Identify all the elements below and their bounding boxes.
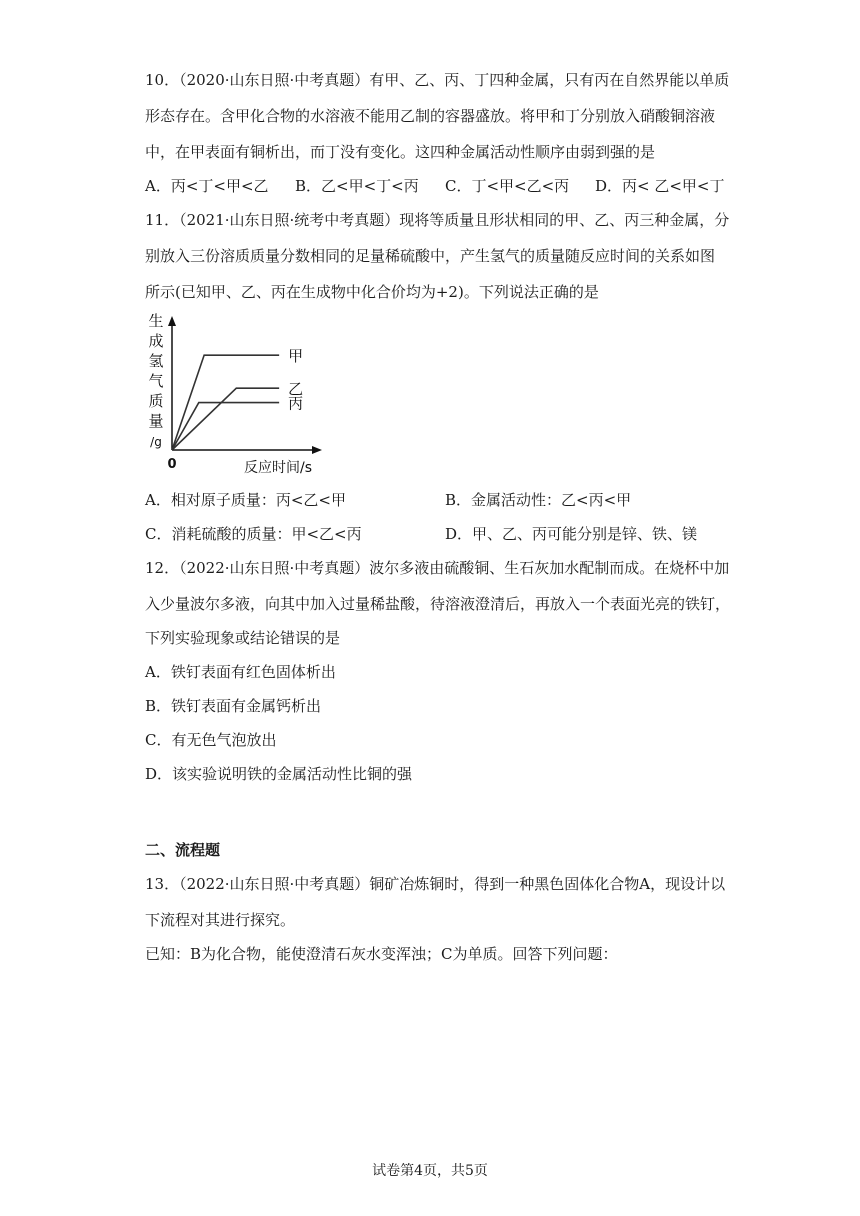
q12-line-2: 入少量波尔多液，向其中加入过量稀盐酸，待溶液澄清后，再放入一个表面光亮的铁钉，: [145, 595, 731, 613]
y-axis-label-char: /g: [150, 435, 162, 449]
q10-option-a: A．丙<丁<甲<乙: [145, 177, 269, 195]
x-axis-label: 反应时间/s: [243, 460, 313, 476]
q10-option-c: C．丁<甲<乙<丙: [445, 177, 570, 195]
page-footer: 试卷第4页，共5页: [372, 1163, 488, 1179]
q10-line-2: 形态存在。含甲化合物的水溶液不能用乙制的容器盛放。将甲和丁分别放入硝酸铜溶液: [145, 107, 716, 125]
q12-line-1: 12．（2022·山东日照·中考真题）波尔多液由硫酸铜、生石灰加水配制而成。在烧杯中加: [145, 559, 730, 577]
q10-line-1: 10．（2020·山东日照·中考真题）有甲、乙、丙、丁四种金属，只有丙在自然界能以单质: [145, 71, 730, 89]
origin-label: 0: [167, 457, 177, 472]
series-label-1: 乙: [288, 380, 304, 399]
y-axis-label-char: 生: [148, 312, 164, 330]
q11-option-c: C．消耗硫酸的质量：甲<乙<丙: [145, 525, 362, 543]
y-axis-label-char: 气: [148, 372, 164, 390]
y-axis-label-char: 质: [148, 392, 164, 410]
q12-option-d: D．该实验说明铁的金属活动性比铜的强: [145, 765, 413, 783]
q13-line-3: 已知：B为化合物，能使澄清石灰水变浑浊；C为单质。回答下列问题：: [145, 945, 618, 963]
q10-line-3: 中，在甲表面有铜析出，而丁没有变化。这四种金属活动性顺序由弱到强的是: [145, 143, 656, 161]
hydrogen-mass-chart: [140, 310, 340, 478]
y-axis-arrow: [168, 316, 176, 326]
series-label-2: 丙: [288, 394, 304, 413]
y-axis-label-char: 成: [148, 332, 164, 350]
y-axis-label-char: 量: [148, 412, 164, 430]
q12-option-c: C．有无色气泡放出: [145, 731, 277, 749]
q11-option-d: D．甲、乙、丙可能分别是锌、铁、镁: [445, 525, 698, 543]
series-label-0: 甲: [288, 347, 304, 366]
q12-line-3: 下列实验现象或结论错误的是: [145, 629, 341, 647]
q12-option-b: B．铁钉表面有金属钙析出: [145, 697, 322, 715]
q10-option-b: B．乙<甲<丁<丙: [295, 177, 419, 195]
q13-line-1: 13．（2022·山东日照·中考真题）铜矿冶炼铜时，得到一种黑色固体化合物A，现设计以: [145, 875, 726, 893]
q10-option-d: D．丙< 乙<甲<丁: [595, 177, 725, 195]
q11-line-1: 11．（2021·山东日照·统考中考真题）现将等质量且形状相同的甲、乙、丙三种金属，分: [145, 211, 730, 229]
q12-option-a: A．铁钉表面有红色固体析出: [145, 663, 336, 681]
series-line-2: [172, 403, 279, 450]
y-axis-label-char: 氢: [148, 352, 164, 370]
q11-line-3: 所示(已知甲、乙、丙在生成物中化合价均为+2)。下列说法正确的是: [145, 283, 599, 301]
series-line-1: [172, 388, 279, 450]
q11-option-a: A．相对原子质量：丙<乙<甲: [145, 491, 346, 509]
q13-line-2: 下流程对其进行探究。: [145, 911, 296, 929]
x-axis-arrow: [312, 446, 322, 454]
q11-option-b: B．金属活动性：乙<丙<甲: [445, 491, 632, 509]
section-title: 二、流程题: [145, 841, 221, 859]
q11-line-2: 别放入三份溶质质量分数相同的足量稀硫酸中，产生氢气的质量随反应时间的关系如图: [145, 247, 716, 265]
